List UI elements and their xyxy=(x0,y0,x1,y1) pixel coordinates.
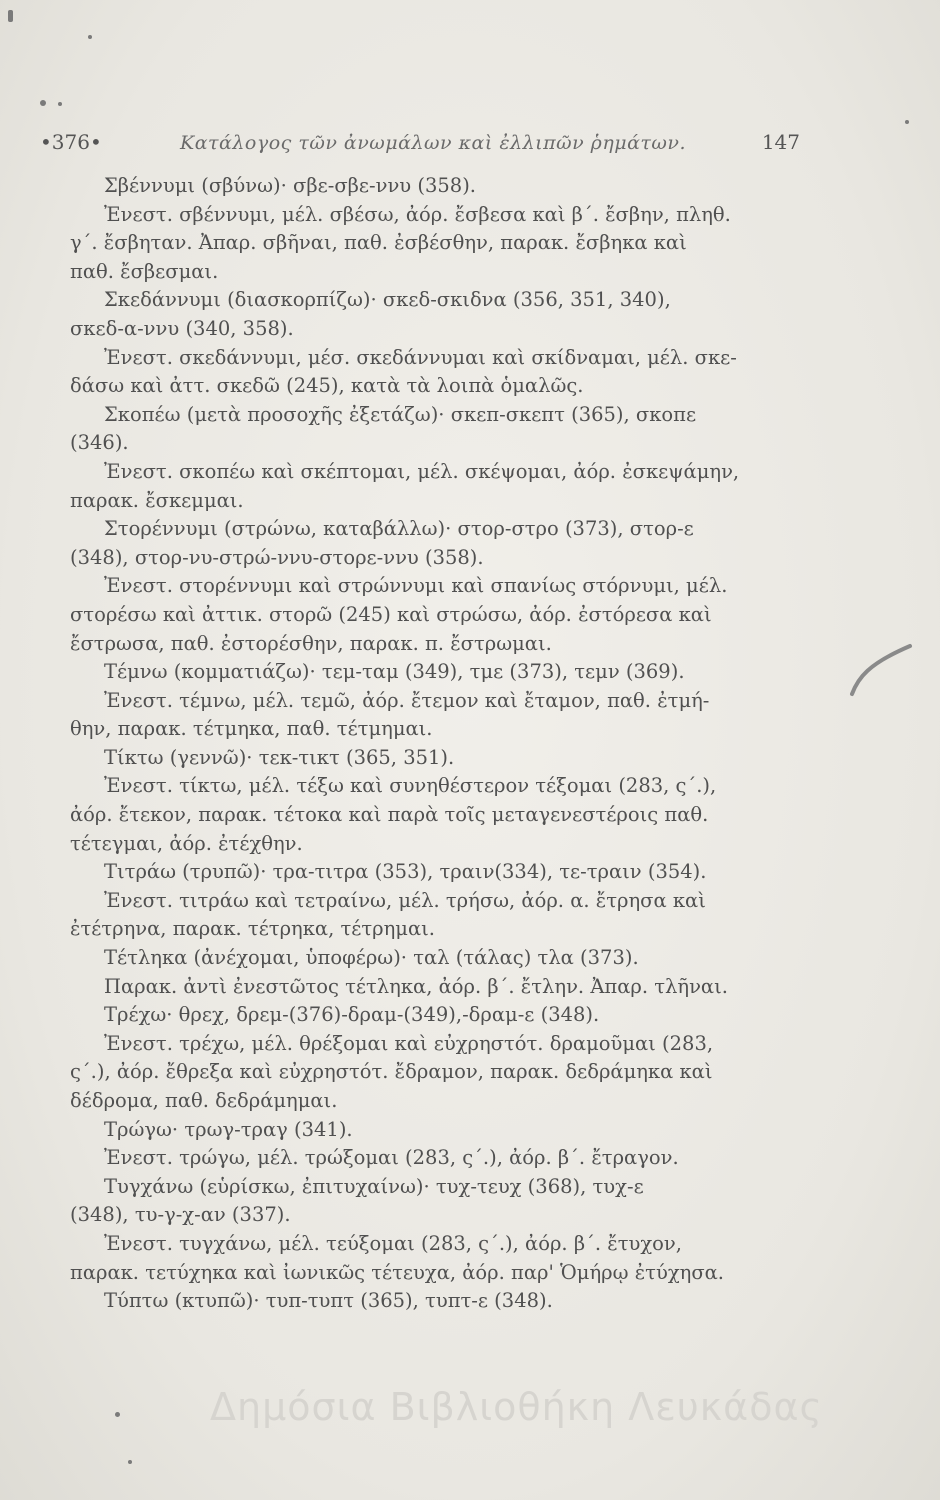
text-line: Τρώγω· τρωγ-τραγ (341). xyxy=(104,1117,353,1141)
text-line: Ἐνεστ. τρώγω, μέλ. τρώξομαι (283, ς΄.), ἀόρ. β΄. ἔτραγον. xyxy=(104,1146,679,1170)
library-watermark: Δημόσια Βιβλιοθήκη Λευκάδας xyxy=(210,1385,823,1429)
running-title: Κατάλογος τῶν ἀνωμάλων καὶ ἐλλιπῶν ῥημάτων. xyxy=(180,132,686,154)
text-line: Τιτράω (τρυπῶ)· τρα-τιτρα (353), τραιν(334), τε-τραιν (354). xyxy=(104,860,707,884)
text-line: παρακ. τετύχηκα καὶ ἰωνικῶς τέτευχα, ἀόρ. παρ' Ὁμήρῳ ἐτύχησα. xyxy=(70,1260,724,1284)
text-line: θην, παρακ. τέτμηκα, παθ. τέτμημαι. xyxy=(70,717,433,741)
text-line: Ἐνεστ. σκεδάννυμι, μέσ. σκεδάννυμαι καὶ σκίδναμαι, μέλ. σκε- xyxy=(104,345,737,369)
text-line: Ἐνεστ. στορέννυμι καὶ στρώννυμι καὶ σπανίως στόρνυμι, μέλ. xyxy=(104,574,728,598)
text-line: Σκοπέω (μετὰ προσοχῆς ἐξετάζω)· σκεπ-σκεπτ (365), σκοπε xyxy=(104,402,697,426)
text-line: σκεδ-α-ννυ (340, 358). xyxy=(70,316,294,340)
text-line: Ἐνεστ. σβέννυμι, μέλ. σβέσω, ἀόρ. ἔσβεσα καὶ β΄. ἔσβην, πληθ. xyxy=(104,202,731,226)
text-line: ἔστρωσα, παθ. ἐστορέσθην, παρακ. π. ἔστρωμαι. xyxy=(70,631,552,655)
text-line: Ἐνεστ. τιτράω καὶ τετραίνω, μέλ. τρήσω, ἀόρ. α. ἔτρησα καὶ xyxy=(104,888,706,912)
text-line: (348), τυ-γ-χ-αν (337). xyxy=(70,1203,291,1227)
text-line: Ἐνεστ. τίκτω, μέλ. τέξω καὶ συνηθέστερον τέξομαι (283, ς΄.), xyxy=(104,774,717,798)
text-line: παρακ. ἔσκεμμαι. xyxy=(70,488,244,512)
text-line: δέδρομα, παθ. δεδράμημαι. xyxy=(70,1089,338,1112)
page-header xyxy=(40,130,800,164)
verb-catalog-text xyxy=(70,172,790,1316)
text-line: Τέμνω (κομματιάζω)· τεμ-ταμ (349), τμε (373), τεμν (369). xyxy=(104,660,685,684)
text-line: παθ. ἔσβεσμαι. xyxy=(70,259,219,283)
text-line: ἐτέτρηνα, παρακ. τέτρηκα, τέτρημαι. xyxy=(70,917,435,941)
page-reference: •376• xyxy=(40,130,102,154)
text-line: Ἐνεστ. τέμνω, μέλ. τεμῶ, ἀόρ. ἔτεμον καὶ ἔταμον, παθ. ἐτμή- xyxy=(104,688,710,712)
page-number: 147 xyxy=(761,130,800,154)
text-line: τέτεγμαι, ἀόρ. ἐτέχθην. xyxy=(70,831,303,855)
text-line: (348), στορ-νυ-στρώ-ννυ-στορε-ννυ (358). xyxy=(70,545,484,569)
text-line: ἀόρ. ἔτεκον, παρακ. τέτοκα καὶ παρὰ τοῖς μεταγενεστέροις παθ. xyxy=(70,803,709,827)
text-line: Ἐνεστ. σκοπέω καὶ σκέπτομαι, μέλ. σκέψομαι, ἀόρ. ἐσκεψάμην, xyxy=(104,459,740,483)
text-line: Τύπτω (κτυπῶ)· τυπ-τυπτ (365), τυπτ-ε (348). xyxy=(104,1289,553,1313)
text-line: γ΄. ἔσβηταν. Ἀπαρ. σβῆναι, παθ. ἐσβέσθην, παρακ. ἔσβηκα καὶ xyxy=(70,231,687,255)
text-line: ς΄.), ἀόρ. ἔθρεξα καὶ εὐχρηστότ. ἔδραμον, παρακ. δεδράμηκα καὶ xyxy=(70,1060,713,1084)
text-line: Σβέννυμι (σβύνω)· σβε-σβε-ννυ (358). xyxy=(104,174,476,197)
text-line: Ἐνεστ. τυγχάνω, μέλ. τεύξομαι (283, ς΄.), ἀόρ. β΄. ἔτυχον, xyxy=(104,1231,682,1255)
text-line: στορέσω καὶ ἀττικ. στορῶ (245) καὶ στρώσω, ἀόρ. ἐστόρεσα καὶ xyxy=(70,602,712,626)
text-line: δάσω καὶ ἀττ. σκεδῶ (245), κατὰ τὰ λοιπὰ ὁμαλῶς. xyxy=(70,374,584,398)
text-line: Στορέννυμι (στρώνω, καταβάλλω)· στορ-στρο (373), στορ-ε xyxy=(104,517,694,541)
text-line: Σκεδάννυμι (διασκορπίζω)· σκεδ-σκιδνα (356, 351, 340), xyxy=(104,288,671,312)
pencil-mark xyxy=(848,640,916,698)
text-line: (346). xyxy=(70,431,129,455)
text-line: Τρέχω· θρεχ, δρεμ-(376)-δραμ-(349),-δραμ-ε (348). xyxy=(104,1003,600,1027)
text-line: Ἐνεστ. τρέχω, μέλ. θρέξομαι καὶ εὐχρηστότ. δραμοῦμαι (283, xyxy=(104,1031,714,1055)
text-line: Τυγχάνω (εὑρίσκω, ἐπιτυχαίνω)· τυχ-τευχ (368), τυχ-ε xyxy=(104,1174,644,1198)
text-line: Τέτληκα (ἀνέχομαι, ὑποφέρω)· ταλ (τάλας) τλα (373). xyxy=(104,946,639,970)
text-line: Τίκτω (γεννῶ)· τεκ-τικτ (365, 351). xyxy=(104,745,455,769)
text-line: Παρακ. ἀντὶ ἐνεστῶτος τέτληκα, ἀόρ. β΄. ἔτλην. Ἀπαρ. τλῆναι. xyxy=(104,974,728,998)
